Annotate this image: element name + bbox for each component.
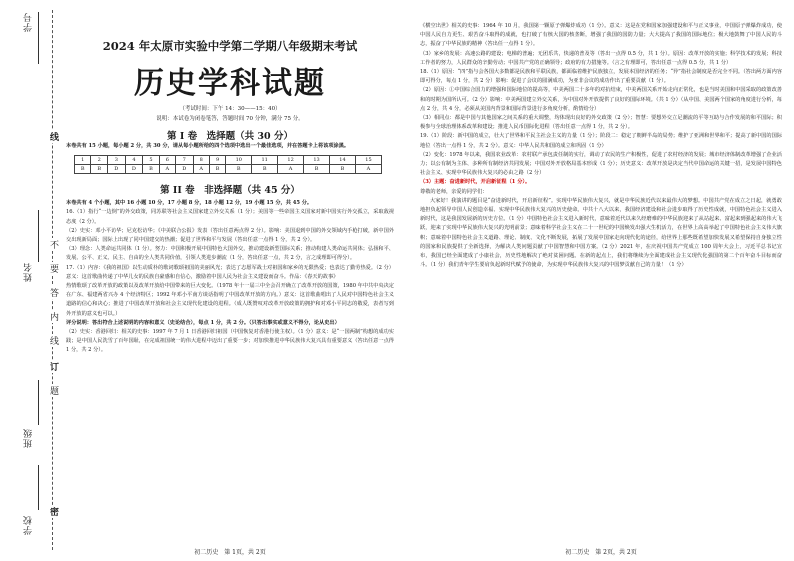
name-label: 姓名 bbox=[24, 262, 34, 282]
answer-number-cell: 6 bbox=[159, 156, 175, 165]
paragraph: 评分说明：答出符合上述说明的内容和意义（史论结合），每点 1 分，共 2 分。（只答出事实或意义不得分，论从史出） bbox=[66, 319, 340, 326]
answer-letter-cell: B bbox=[330, 165, 356, 174]
answer-letter-cell: B bbox=[209, 165, 225, 174]
paragraph-speech: 大家好！我演讲的题目是“奋进新时代，开启新征程”。实现中华民族伟大复兴，就是中华民族近代以来最伟大的梦想。中国共产党在成立之日起，就勇敢地担负起领导中国人民创造幸福、实现中华民族伟大复兴的历史使命。中共十八大以来，我国经济建设和社会进步取得了历史性成就，中国特色社会主义进入新时代，这是我国发展新的历史方位。（1 分）中国特色社会主义进入新时代，意味着近代以来久经磨难的中华民族迎来了从站起来、富起来到强起来的伟大飞跃，迎来了实现中华民族伟大复兴的光明前景；意味着科学社会主义在二十一世纪的中国焕发出强大生机活力，在世界上高高举起了中国特色社会主义伟大旗帜；意味着中国特色社会主义道路、理论、制度、文化不断发展，拓展了发展中国家走向现代化的途径，给世界上那些既希望加快发展又希望保持自身独立性的国家和民族提供了全新选择，为解决人类问题贡献了中国智慧和中国方案。（2 分）2021 年，在庆祝中国共产党成立 100 周年大会上，习近平总书记宣布，我国已经全面建成了小康社会，历史性地解决了绝对贫困问题。在新的起点上，我们将继续为全面建成社会主义现代化强国的第二个百年奋斗目标而奋斗。（1 分）我们青年学生要肩负起新时代赋予的使命，为实现中华民族伟大复兴的中国梦贡献自己的力量！（1 分） bbox=[420, 197, 782, 269]
page-left bbox=[66, 22, 394, 556]
page-footer-right: 初二历史 第 2页，共 2页 bbox=[565, 549, 637, 556]
answer-letter-cell: B bbox=[252, 165, 278, 174]
seal-dashed-line bbox=[52, 10, 53, 550]
paragraph: （3）理念：人类命运共同体（1 分）。努力：中国积极开展中国特色大国外交，推动建设新型国际关系；推动构建人类命运共同体；弘扬和平、发展、公平、正义、民主、自由的全人类共同价值，引领人类进步潮流（1 分，答出任意一点，共 2 分，言之成理即可得分）。 bbox=[66, 246, 394, 262]
answer-letter-cell: D bbox=[107, 165, 125, 174]
answer-table-row-answers bbox=[75, 165, 382, 174]
answer-letter-cell: A bbox=[355, 165, 381, 174]
paragraph: 19.（1）阶段：新中国的成立，壮大了世界和平民主社会主义的力量（1 分）；阶段二：稳定了朝鲜半岛的局势；维护了亚洲和世界和平；提高了新中国的国际地位（答出一点得 1 分，共 2 分）。意义：中华人民共和国的成立和巩固（1 分） bbox=[420, 133, 782, 149]
seal-mark-mid: 订 bbox=[48, 362, 58, 371]
section-2-intro: 本卷共有 4 个小题，其中 16 小题 10 分，17 小题 8 分，18 小题 12 分，19 小题 15 分，共 45 分。 bbox=[66, 200, 313, 207]
answer-letter-cell: B bbox=[75, 165, 91, 174]
answer-letter-cell: B bbox=[226, 165, 252, 174]
exam-note: 说明：本试卷为闭卷笔答，答题时间 70 分钟，满分 75 分。 bbox=[156, 116, 304, 122]
binding-margin bbox=[0, 0, 62, 561]
section-2-title: 第 II 卷 非选择题（共 45 分） bbox=[160, 185, 300, 197]
answer-letter-cell: D bbox=[125, 165, 143, 174]
paragraph: 《横空出世》相关的史事：1964 年 10 月，我国第一颗原子弹爆炸成功（1 分）。意义：这是在党和国家加强建设和平与正义事业，中国原子弹爆炸成功，使中国人民自力更生、艰苦奋斗取得的成就，也打破了有核大国的核垄断，增强了我国的国防力量；大大提高了我国的国际地位；极大地鼓舞了中国人民的斗志，振奋了中华民族的精神（答出任一点得 1 分）。 bbox=[420, 23, 782, 48]
answer-number-cell: 10 bbox=[226, 156, 252, 165]
answer-number-cell: 7 bbox=[175, 156, 193, 165]
seal-char-4: 内 bbox=[48, 312, 58, 321]
subject-title: 历史学科试题 bbox=[134, 66, 326, 101]
seal-char-3: 答 bbox=[48, 288, 58, 297]
answer-number-cell: 1 bbox=[75, 156, 91, 165]
section-1-intro: 本卷共有 15 小题，每小题 2 分，共 30 分，请从每小题所给的四个选项中选出一个最佳选项，并在答题卡上将该项涂黑。 bbox=[66, 143, 350, 149]
answer-number-cell: 4 bbox=[125, 156, 143, 165]
exam-time: （考试时间：下午 14：30——15：40） bbox=[179, 106, 281, 112]
paragraph: （2）史实：香港回归：相关的史事：1997 年 7 月 1 日香港回归祖国（中国恢复对香港行使主权）。（1 分）意义：是“一国两制”构想的成功实践；是中国人民洗雪了百年国耻，在完成祖国统一的伟大进程中迈出了重要一步；对加快推进中华民族伟大复兴具有重要意义（答出任意一点得 1 分，共 2 分）。 bbox=[66, 329, 394, 354]
page-right bbox=[420, 22, 782, 556]
answer-letter-cell: B bbox=[91, 165, 107, 174]
seal-mark-bottom: 密 bbox=[48, 507, 58, 516]
paragraph: （3）家乡的发展：高速公路的建设；电梯的普遍；无团乐共，快递的普及等（答出一点得 0.5 分，共 1 分）。原因：改革开放的实施；科学技术的发展；科技工作者的努力，人民群众的辛勤劳动；中国共产党的正确领导；政府的有力措施等。（言之有理即可，答出任意一点得 0.5 分，共 1 分） bbox=[420, 50, 782, 66]
answer-number-cell: 11 bbox=[252, 156, 278, 165]
school-label: 学校 bbox=[24, 515, 34, 535]
page-footer-left: 初二历史 第 1页，共 2页 bbox=[194, 549, 266, 556]
seal-char-1: 不 bbox=[48, 240, 58, 249]
answer-letter-cell: A bbox=[193, 165, 209, 174]
answer-number-cell: 8 bbox=[193, 156, 209, 165]
answer-number-cell: 3 bbox=[107, 156, 125, 165]
paragraph-theme: （3）主题：奋进新时代，开启新征程（1 分）。 bbox=[420, 179, 531, 186]
answer-number-cell: 2 bbox=[91, 156, 107, 165]
seal-char-2: 要 bbox=[48, 264, 58, 273]
paragraph: 17.（1）内容：《我的祖国》以生动质朴的歌词歌颂祖国的美丽风光；表达了志愿军战士对祖国和家乡的无限热爱；也表达了勤劳热爱。（2 分）意义：这首歌曲传递了中华儿女的民族自豪感和自信心，激励着中国人民为社会主义建设而奋斗。作品：《春天的故事》 bbox=[66, 264, 394, 280]
answer-letter-cell: D bbox=[175, 165, 193, 174]
answer-number-cell: 12 bbox=[278, 156, 304, 165]
paragraph: （3）相同点：都是中国与其他国家之间关系的重大调整，均体现出良好的外交政策（2 分）；智慧：要想外交立足潮流的平等互助与合作发展的和平国际；积极参与全球治理体系改革和建设；推进人民币国际化进程（答出任意一点得 1 分，共 2 分）。 bbox=[420, 115, 782, 131]
answer-number-cell: 9 bbox=[209, 156, 225, 165]
name-line bbox=[38, 210, 39, 262]
student-id-label: 学号 bbox=[24, 12, 34, 32]
paragraph: （2）原因：①中国综合国力的增强和国际地位的提高等，中美两国二十多年的对抗结束，中美两国关系开始走向正常化，也是当时美国和中国采取的政策改善和的时期为国所认可。（2 分）影响：中美两国建立外交关系，为中国对外开放提供了良好的国际环境。（共 1 分）（从中国、美国两个国家的角度进行分析，每点 2 分，共 4 分，必须从美国内背景和国际背景进行多角度分析，酌情给分） bbox=[420, 87, 782, 112]
answer-letter-cell: B bbox=[304, 165, 330, 174]
answer-number-cell: 5 bbox=[143, 156, 159, 165]
answer-number-cell: 14 bbox=[330, 156, 356, 165]
seal-char-6: 题 bbox=[48, 386, 58, 395]
seal-mark-top: 线 bbox=[48, 132, 58, 141]
paragraph-greeting: 尊敬的老师，亲爱的同学们： bbox=[420, 188, 488, 195]
school-line bbox=[38, 465, 39, 510]
paragraph: 18.（1）原因：“四”指与会各国大多数都是民族和平联民族，都面临着维护民族独立，发展本国经济的任务；“异”指社会制度是否完全不同。（答出两方面内容即可得分，每点 1 分，共 2 分）影响：促进了会议的圆满成功，为亚非会议的成功作出了重要贡献（1 分）。 bbox=[420, 69, 782, 85]
paragraph: （2）变化：1978 年以来，我国农业改革：农村联产承包责任制的实行，调动了农民的生产积极性，促进了农村经济的发展；城市经济体制改革增强了企业活力；以公有制为主体、多种所有制经济共同发展；中国对外开放格局基本形成（1 分）；历史意义：改革开放是决定当代中国命运的关键一招，是发展中国特色社会主义、实现中华民族伟大复兴的必由之路（2 分） bbox=[420, 151, 782, 177]
paragraph: 热情歌颂了改革开放的政策以及改革开放给中国带来的巨大变化。（1978 年十一届三中全会召开确立了改革开放的国策，1980 年中共中央决定在广东、福建两省兴办 4 个经济特区；1992 年邓小平南方谈话指明了中国改革开放的方向。）意义：这首歌曲唱出了人民对中国特色社会主义道路的信心和决心；推进了中国改革开放和社会主义现代化建设的进程。（成人既赞叹对改革开放政策的拥护和对邓小平同志的敬爱，表者写到外开放的意义也可以。） bbox=[66, 283, 394, 317]
answer-number-cell: 15 bbox=[355, 156, 381, 165]
answer-number-cell: 13 bbox=[304, 156, 330, 165]
answer-letter-cell: A bbox=[159, 165, 175, 174]
exam-title: 2024 年太原市实验中学第二学期八年级期末考试 bbox=[102, 39, 358, 53]
section-1-title: 第 I 卷 选择题（共 30 分） bbox=[167, 131, 293, 142]
answer-table-row-numbers bbox=[75, 156, 382, 165]
paragraph: （2）史实：邓小平访华；尼克松访华；《中美联合公报》发表（答出任意两点得 2 分）。影响：美国退到中国的外交领域内手枪打破，新中国外交出现新局面；国际上出现了同中国建交的热潮；促进了世界和平与发展（答出任意一点得 1 分，共 2 分）。 bbox=[66, 227, 394, 244]
student-id-line bbox=[38, 12, 39, 64]
class-label: 班级 bbox=[24, 428, 34, 448]
paragraph: 16.（1）指行“一边倒”的外交政策，同苏联等社会主义国家建立外交关系（1 分）；美国等一些帝国主义国家对新中国实行外交孤立，采取敌视态度（2 分）。 bbox=[66, 209, 394, 225]
answer-letter-cell: B bbox=[143, 165, 159, 174]
answer-letter-cell: A bbox=[278, 165, 304, 174]
answer-table bbox=[74, 155, 382, 174]
class-line bbox=[38, 380, 39, 425]
seal-char-5: 线 bbox=[48, 336, 58, 345]
